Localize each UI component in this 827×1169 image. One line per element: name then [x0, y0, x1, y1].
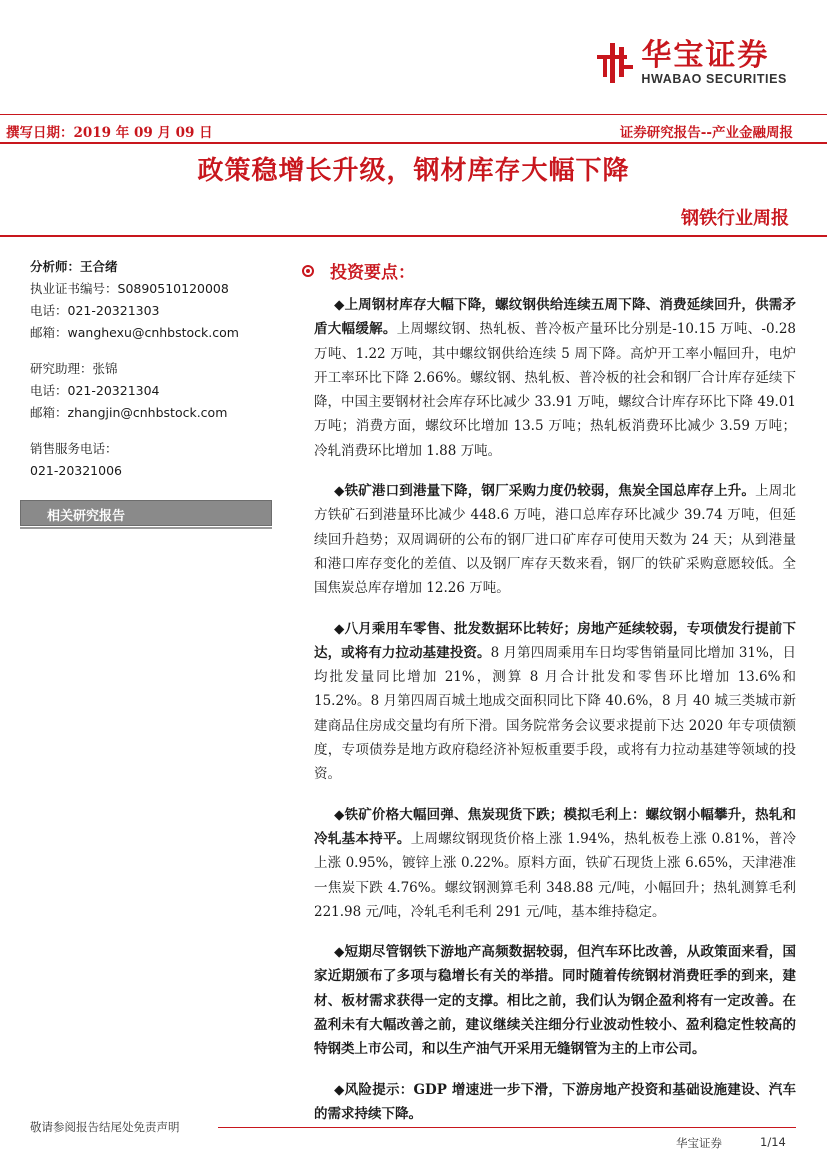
related-reports-divider	[20, 527, 272, 529]
assistant-email[interactable]: zhangjin@cnhbstock.com	[67, 405, 228, 420]
key-point-item	[314, 940, 796, 1061]
email-label: 邮箱：	[30, 405, 68, 420]
related-reports-header	[20, 500, 272, 526]
email-label: 邮箱：	[30, 325, 68, 340]
key-points-section	[296, 258, 796, 1142]
phone-label: 电话：	[30, 303, 68, 318]
analyst-email-row	[30, 322, 275, 344]
logo-mark-icon	[597, 43, 633, 83]
key-points-label: 投资要点：	[330, 263, 415, 283]
key-point-body: 上周螺纹钢现货价格上涨 1.94%，热轧板卷上涨 0.81%，普冷上涨 0.95%，镀锌上涨 0.22%。原料方面，铁矿石现货上涨 6.65%，天津港准一焦炭下跌 4.76%。螺纹钢测算毛利 348.88 元/吨，小幅回升；热轧测算毛利 221.98 元/吨，冷轧毛利毛利 291 元/吨，基本维持稳定。	[314, 830, 797, 920]
assistant-name: 研究助理：张锦	[30, 361, 118, 376]
key-point-lead: ◆短期尽管钢铁下游地产高频数据较弱，但汽车环比改善，从政策面来看，国家近期颁布了多项与稳增长有关的举措。同时随着传统钢材消费旺季的到来，建材、板材需求获得一定的支撑。相比之前，我们认为钢企盈利将有一定改善。在盈利未有大幅改善之前，建议继续关注细分行业波动性较小、盈利稳定性较高的特钢类上市公司，和以生产油气开采用无缝钢管为主的上市公司。	[314, 944, 796, 1058]
assistant-email-row	[30, 402, 275, 424]
related-reports-label: 相关研究报告	[47, 509, 126, 524]
analyst-cert: S0890510120008	[117, 281, 229, 296]
key-point-lead: ◆铁矿港口到港量下降，钢厂采购力度仍较弱，焦炭全国总库存上升。	[334, 483, 756, 500]
brand-name-en: HWABAO SECURITIES	[641, 72, 787, 86]
title-divider	[0, 235, 827, 237]
footer-divider	[218, 1127, 796, 1128]
key-point-item	[314, 479, 796, 600]
footer-org: 华宝证券	[676, 1136, 722, 1150]
report-subtitle: 钢铁行业周报	[681, 208, 789, 229]
brand-name-cn: 华宝证券	[641, 38, 770, 73]
key-point-lead: ◆八月乘用车零售、批发数据环比转好；房地产延续较弱，专项债发行提前下达，或将有力拉动基建投资。	[314, 620, 796, 661]
cert-label: 执业证书编号：	[30, 281, 118, 296]
report-type: 证券研究报告--产业金融周报	[619, 125, 793, 141]
analyst-cert-row	[30, 278, 275, 300]
key-points-heading	[302, 258, 796, 283]
report-title: 政策稳增长升级，钢材库存大幅下降	[197, 156, 630, 186]
key-point-item	[314, 617, 796, 787]
sales-label: 销售服务电话：	[30, 441, 118, 456]
analyst-email[interactable]: wanghexu@cnhbstock.com	[67, 325, 239, 340]
key-point-item	[314, 1078, 796, 1127]
phone-label: 电话：	[30, 383, 68, 398]
key-point-lead: ◆上周钢材库存大幅下降，螺纹钢供给连续五周下降、消费延续回升，供需矛盾大幅缓解。	[314, 297, 796, 338]
report-header	[0, 114, 827, 144]
report-date: 撰写日期：2019 年 09 月 09 日	[6, 125, 213, 141]
key-point-lead: ◆铁矿价格大幅回弹、焦炭现货下跌；模拟毛利上：螺纹钢小幅攀升，热轧和冷轧基本持平。	[314, 806, 796, 847]
key-point-body: 8 月第四周乘用车日均零售销量同比增加 31%，日均批发量同比增加 21%，测算 8 月合计批发和零售环比增加 13.6%和 15.2%。8 月第四周百城土地成交面积同比下降 40.6%，8 月 40 城三类城市新建商品住房成交量均有所下滑。国务院常务会议要求提前下达 2020 年专项债额度，专项债券是地方政府稳经济补短板重要手段，或将有力拉动基建等领域的投资。	[314, 644, 796, 783]
analyst-phone-row	[30, 300, 275, 322]
header-divider	[0, 142, 827, 144]
assistant-phone-row	[30, 380, 275, 402]
analyst-phone: 021-20321303	[67, 303, 160, 318]
key-point-item	[314, 293, 796, 463]
sales-phone: 021-20321006	[30, 463, 122, 478]
company-logo	[597, 38, 787, 88]
key-point-body: 上周螺纹钢、热轧板、普冷板产量环比分别是-10.15 万吨、-0.28 万吨、1.22 万吨，其中螺纹钢供给连续 5 周下降。高炉开工率小幅回升，电炉开工率环比下降 2.66%。螺纹钢、热轧板、普冷板的社会和钢厂合计库存延续下降，中国主要钢材社会库存环比减少 33.91 万吨，螺纹合计库存环比下降 49.01 万吨；消费方面，螺纹环比增加 13.5 万吨；热轧板消费环比减少 3.59 万吨；冷轧消费环比增加 1.88 万吨。	[314, 321, 797, 459]
bullet-circle-icon	[302, 265, 314, 277]
page-number: 1/14	[760, 1135, 786, 1149]
disclaimer-note: 敬请参阅报告结尾处免责声明	[30, 1120, 180, 1134]
analyst-name: 分析师：王合绪	[30, 259, 118, 274]
assistant-phone: 021-20321304	[67, 383, 160, 398]
key-point-item	[314, 803, 796, 924]
key-point-body: 上周北方铁矿石到港量环比减少 448.6 万吨，港口总库存环比减少 39.74 万吨，但延续回升趋势；双周调研的公布的钢厂进口矿库存可使用天数为 24 天；从到港量和港口库存变化的差值、以及钢厂库存天数来看，钢厂的铁矿采购意愿较低。全国焦炭总库存增加 12.26 万吨。	[314, 483, 796, 597]
key-point-lead: ◆风险提示：GDP 增速进一步下滑，下游房地产投资和基础设施建设、汽车的需求持续下降。	[314, 1081, 796, 1122]
analyst-info	[30, 256, 275, 482]
